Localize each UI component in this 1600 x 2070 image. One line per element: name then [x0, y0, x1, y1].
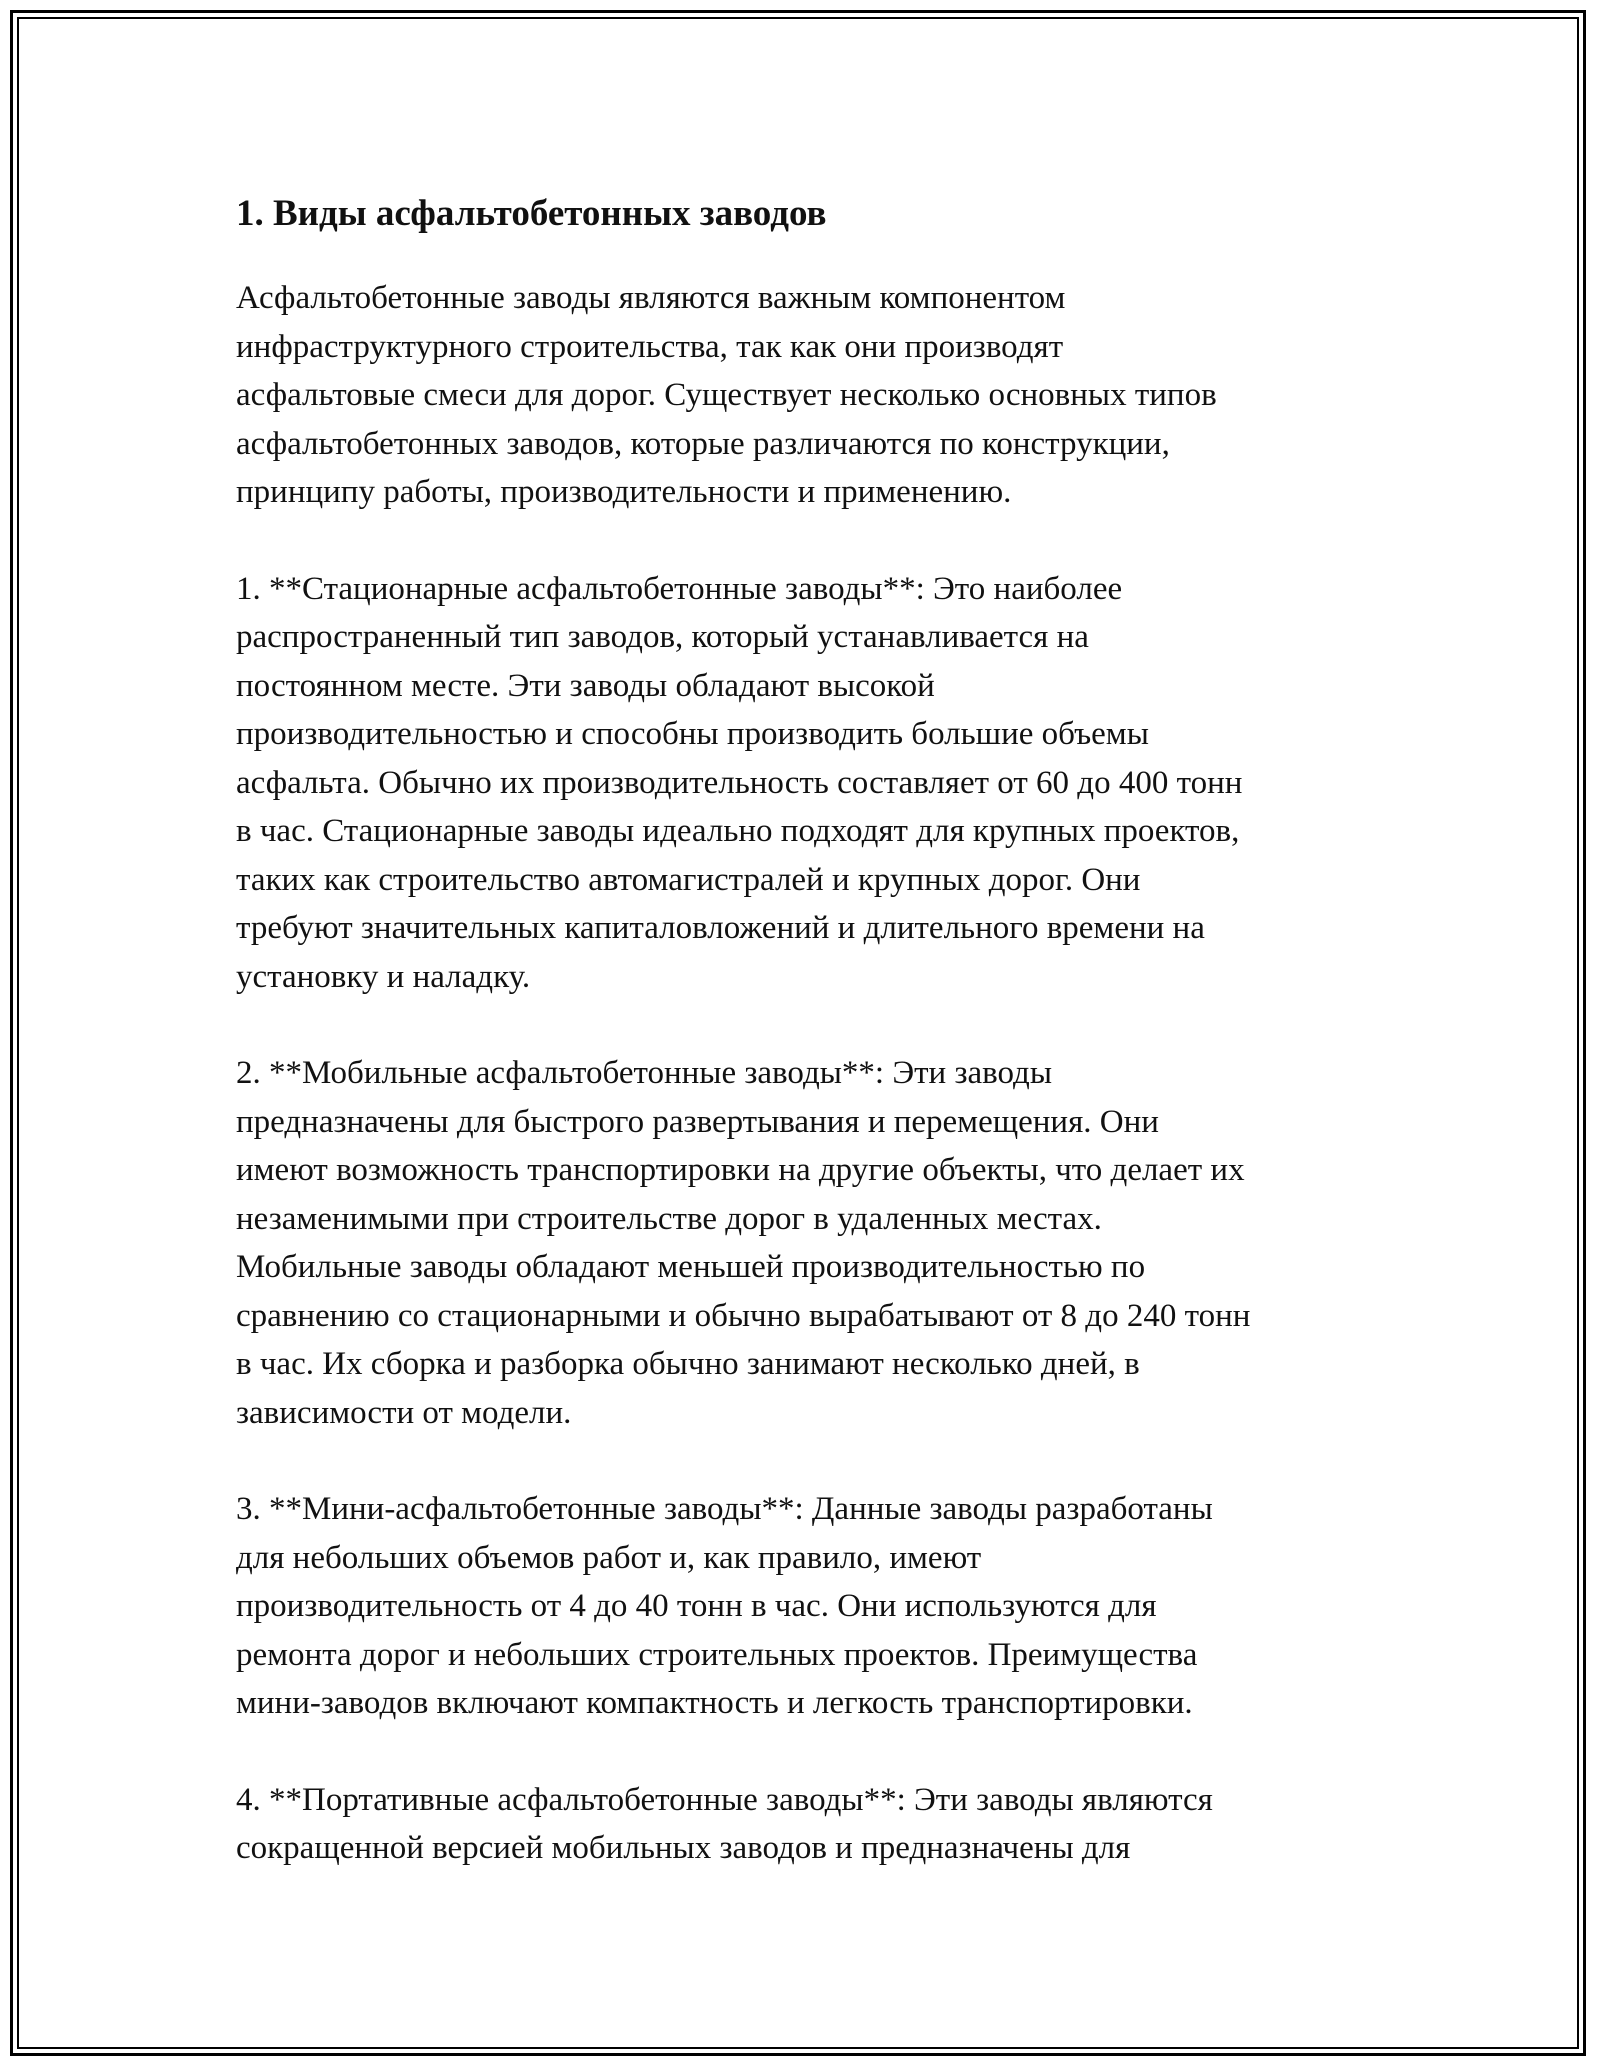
text-line: производительностью и способны производить большие объемы [236, 716, 1149, 752]
text-line: мини-заводов включают компактность и легкость транспортировки. [236, 1685, 1193, 1721]
document-body [236, 188, 1376, 1921]
text-line: асфальта. Обычно их производительность составляет от 60 до 400 тонн [236, 764, 1243, 801]
text-line: предназначены для быстрого развертывания и перемещения. Они [236, 1103, 1159, 1140]
text-line: сокращенной версией мобильных заводов и предназначены для [236, 1830, 1131, 1866]
text-line: Асфальтобетонные заводы являются важным компонентом [236, 280, 1066, 316]
text-line: установку и наладку. [236, 958, 531, 995]
text-line: в час. Их сборка и разборка обычно занимают несколько дней, в [236, 1346, 1140, 1382]
section-heading: 1. Виды асфальтобетонных заводов [236, 193, 827, 234]
text-line: постоянном месте. Эти заводы обладают высокой [236, 667, 935, 704]
text-line: 1. **Стационарные асфальтобетонные заводы**: Это наиболее [236, 570, 1123, 607]
stationary-plants-paragraph [236, 565, 1376, 1002]
text-line: требуют значительных капиталовложений и длительного времени на [236, 910, 1205, 946]
text-line: ремонта дорог и небольших строительных проектов. Преимущества [236, 1636, 1198, 1673]
text-line: 2. **Мобильные асфальтобетонные заводы**: Эти заводы [236, 1055, 1052, 1091]
text-line: таких как строительство автомагистралей и крупных дорог. Они [236, 861, 1141, 898]
text-line: асфальтобетонных заводов, которые различаются по конструкции, [236, 425, 1170, 462]
text-line: инфраструктурного строительства, так как они производят [236, 328, 1064, 365]
portable-plants-paragraph [236, 1776, 1376, 1873]
text-line: сравнению со стационарными и обычно вырабатывают от 8 до 240 тонн [236, 1297, 1251, 1334]
text-line: 3. **Мини-асфальтобетонные заводы**: Данные заводы разработаны [236, 1491, 1213, 1527]
text-line: имеют возможность транспортировки на другие объекты, что делает их [236, 1152, 1245, 1188]
text-line: 4. **Портативные асфальтобетонные заводы**: Эти заводы являются [236, 1781, 1213, 1818]
text-line: зависимости от модели. [236, 1394, 572, 1431]
mini-plants-paragraph [236, 1485, 1376, 1728]
text-line: Мобильные заводы обладают меньшей производительностью по [236, 1249, 1146, 1285]
text-line: в час. Стационарные заводы идеально подходят для крупных проектов, [236, 813, 1240, 849]
text-line: принципу работы, производительности и применению. [236, 474, 1012, 510]
text-line: асфальтовые смеси для дорог. Существует несколько основных типов [236, 377, 1217, 413]
text-line: для небольших объемов работ и, как правило, имеют [236, 1539, 982, 1576]
intro-paragraph [236, 274, 1376, 517]
mobile-plants-paragraph [236, 1049, 1376, 1437]
text-line: незаменимыми при строительстве дорог в удаленных местах. [236, 1200, 1102, 1237]
text-line: производительность от 4 до 40 тонн в час. Они используются для [236, 1588, 1157, 1624]
text-line: распространенный тип заводов, который устанавливается на [236, 619, 1089, 655]
